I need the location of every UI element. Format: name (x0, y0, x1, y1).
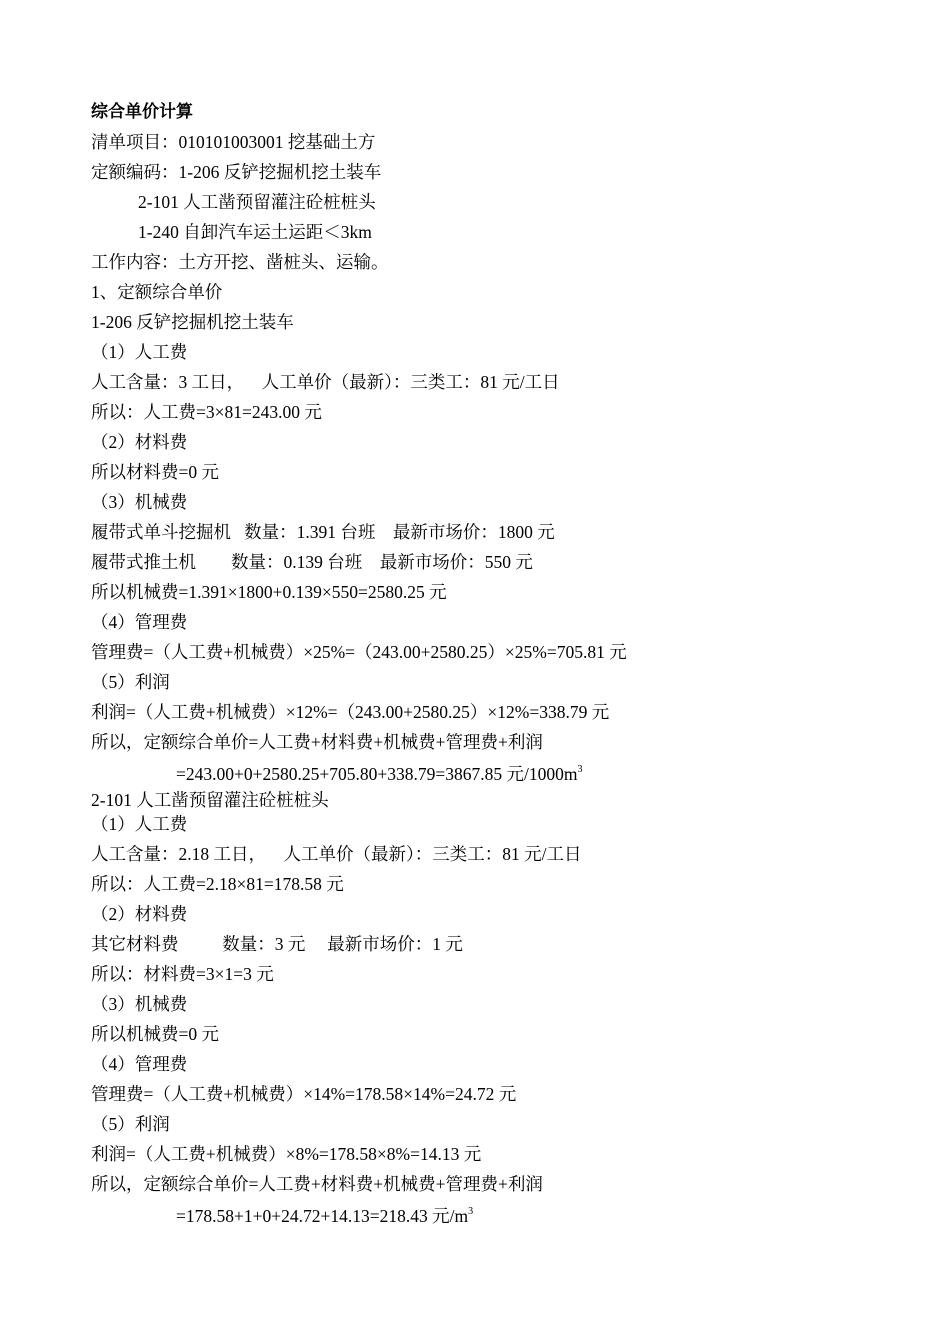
unit-superscript: 3 (468, 1206, 474, 1217)
total-label: 所以，定额综合单价=人工费+材料费+机械费+管理费+利润 (91, 732, 543, 752)
subheading-management: （4）管理费 (91, 612, 188, 632)
subheading-labor: （1）人工费 (91, 814, 188, 834)
labor-calc: 所以：人工费=2.18×81=178.58 元 (91, 874, 344, 894)
quota-code-line: 1-240 自卸汽车运土运距＜3km (138, 222, 372, 242)
subheading-machine: （3）机械费 (91, 492, 188, 512)
quota-heading: 1-206 反铲挖掘机挖土装车 (91, 312, 294, 332)
management-calc: 管理费=（人工费+机械费）×14%=178.58×14%=24.72 元 (91, 1084, 517, 1104)
machine-detail: 履带式推土机 数量：0.139 台班 最新市场价：550 元 (91, 552, 533, 572)
subheading-material: （2）材料费 (91, 432, 188, 452)
material-calc: 所以材料费=0 元 (91, 462, 219, 482)
bill-item-line: 清单项目：010101003001 挖基础土方 (91, 132, 376, 152)
total-value (176, 1201, 473, 1231)
profit-calc: 利润=（人工费+机械费）×12%=（243.00+2580.25）×12%=338.79 元 (91, 702, 610, 722)
machine-detail: 履带式单斗挖掘机 数量：1.391 台班 最新市场价：1800 元 (91, 522, 555, 542)
total-value-text: =243.00+0+2580.25+705.80+338.79=3867.85 元/1000m (176, 764, 578, 784)
total-label: 所以，定额综合单价=人工费+材料费+机械费+管理费+利润 (91, 1174, 543, 1194)
subheading-material: （2）材料费 (91, 904, 188, 924)
quota-heading: 2-101 人工凿预留灌注砼桩桩头 (91, 790, 329, 810)
quota-code-line: 定额编码：1-206 反铲挖掘机挖土装车 (91, 162, 382, 182)
document-title: 综合单价计算 (91, 102, 193, 122)
profit-calc: 利润=（人工费+机械费）×8%=178.58×8%=14.13 元 (91, 1144, 482, 1164)
section-heading: 1、定额综合单价 (91, 282, 223, 302)
management-calc: 管理费=（人工费+机械费）×25%=（243.00+2580.25）×25%=705.81 元 (91, 642, 627, 662)
material-detail: 其它材料费 数量：3 元 最新市场价：1 元 (91, 934, 463, 954)
material-calc: 所以：材料费=3×1=3 元 (91, 964, 274, 984)
quota-code-line: 2-101 人工凿预留灌注砼桩桩头 (138, 192, 376, 212)
subheading-profit: （5）利润 (91, 672, 170, 692)
total-value-text: =178.58+1+0+24.72+14.13=218.43 元/m (176, 1206, 469, 1226)
subheading-profit: （5）利润 (91, 1114, 170, 1134)
labor-detail: 人工含量：3 工日， 人工单价（最新）：三类工：81 元/工日 (91, 372, 560, 392)
work-content-line: 工作内容：土方开挖、凿桩头、运输。 (91, 252, 389, 272)
subheading-management: （4）管理费 (91, 1054, 188, 1074)
labor-detail: 人工含量：2.18 工日， 人工单价（最新）：三类工：81 元/工日 (91, 844, 582, 864)
subheading-labor: （1）人工费 (91, 342, 188, 362)
labor-calc: 所以：人工费=3×81=243.00 元 (91, 402, 322, 422)
subheading-machine: （3）机械费 (91, 994, 188, 1014)
machine-calc: 所以机械费=1.391×1800+0.139×550=2580.25 元 (91, 582, 447, 602)
unit-superscript: 3 (577, 764, 583, 775)
machine-calc: 所以机械费=0 元 (91, 1024, 219, 1044)
